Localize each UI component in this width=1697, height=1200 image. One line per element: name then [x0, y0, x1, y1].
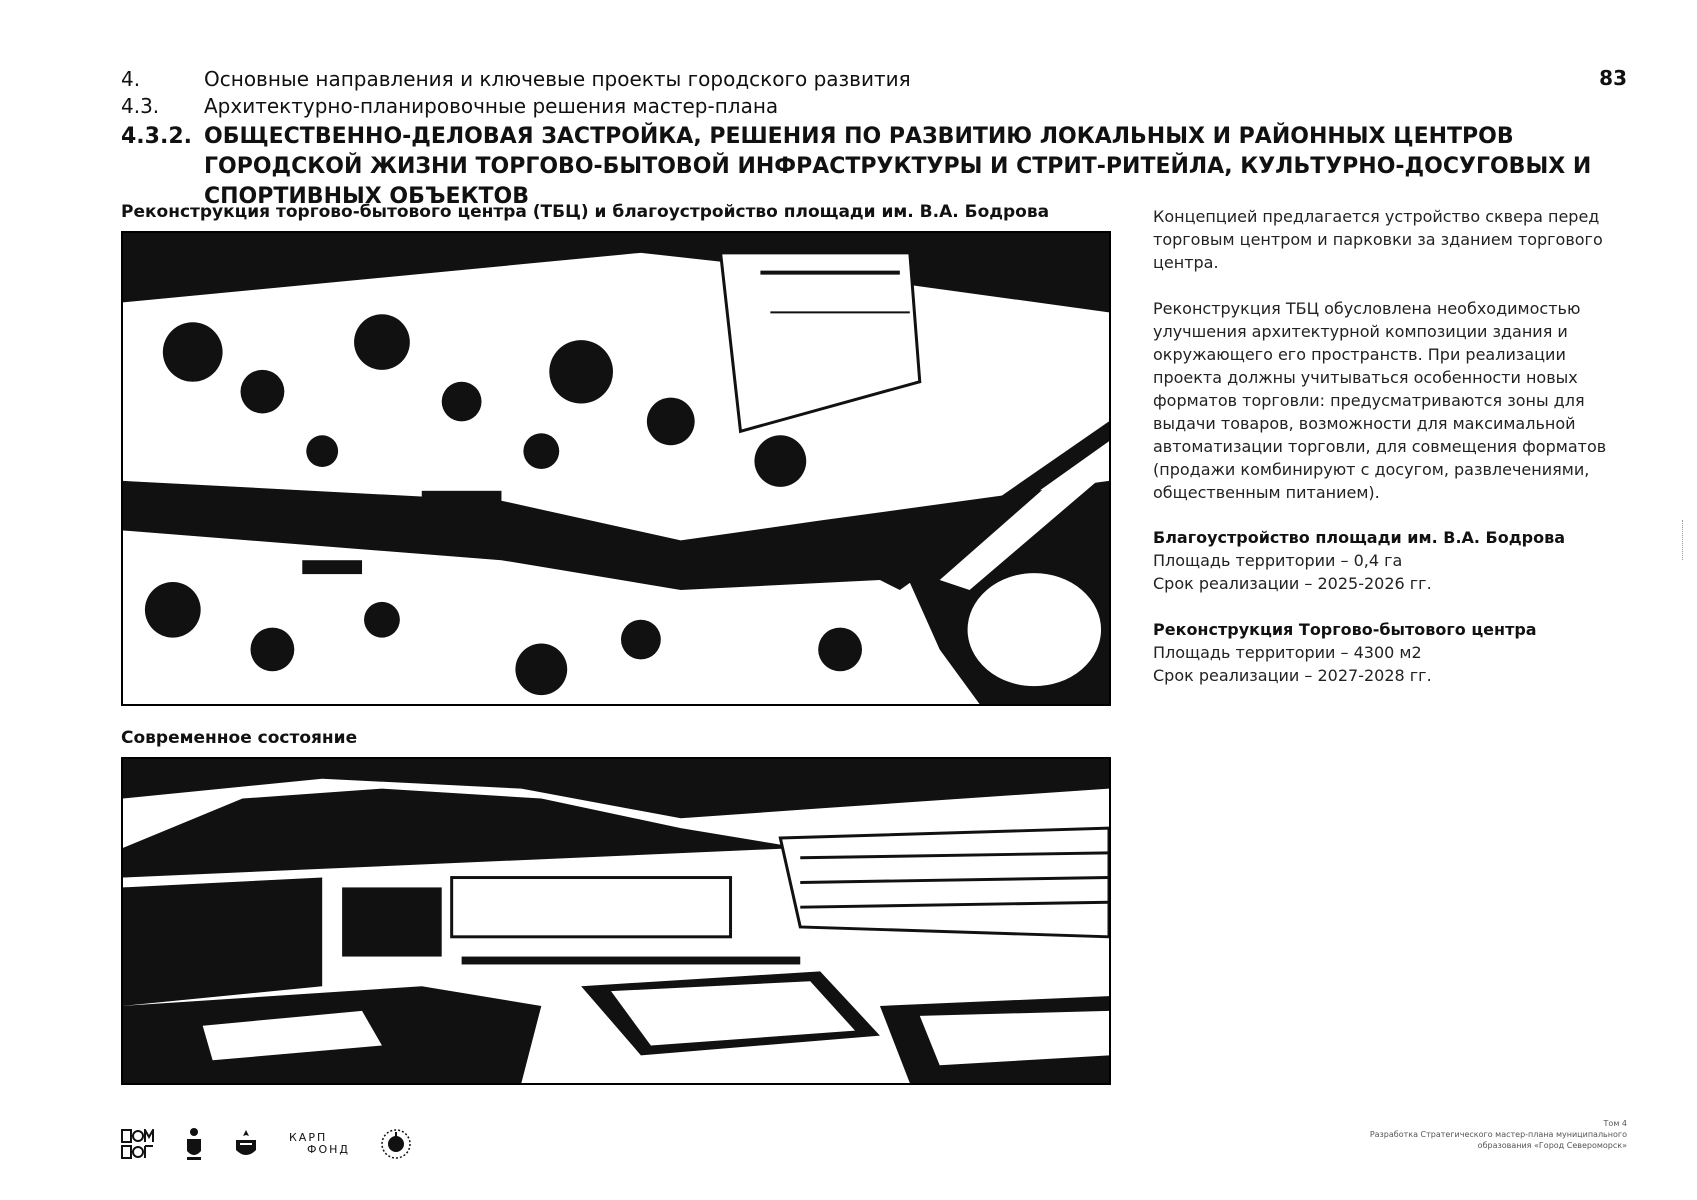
subsection-title: Архитектурно-планировочные решения мастер-плана	[204, 94, 779, 118]
header-row-topic	[121, 122, 1624, 212]
city-emblem-logo	[185, 1126, 203, 1162]
header-row-section	[121, 66, 911, 92]
edge-mark	[1682, 520, 1689, 560]
side-paragraph-2: Реконструкция ТБЦ обусловлена необходимостью улучшения архитектурной композиции здания и окружающего его пространств. При реализации проекта должны учитываться особенности новых форматов торговли: предусматриваются зоны для выдачи товаров, возможности для максимальной автоматизации торговли, для совмещения форматов (продажи комбинируют с досугом, развлечениями, общественным питанием).	[1153, 299, 1607, 502]
project-title: Благоустройство площади им. В.А. Бодрова	[1153, 528, 1566, 547]
footer-project: Разработка Стратегического мастер-плана муниципального	[1369, 1130, 1627, 1139]
seal-logo	[380, 1126, 412, 1162]
project-timeline: Срок реализации – 2027-2028 гг.	[1153, 666, 1432, 685]
dom-rf-icon	[121, 1129, 155, 1159]
project-title: Реконструкция Торгово-бытового центра	[1153, 620, 1537, 639]
project-area: Площадь территории – 4300 м2	[1153, 643, 1422, 662]
page-number: 83	[1599, 66, 1627, 90]
project-area: Площадь территории – 0,4 га	[1153, 551, 1403, 570]
partner-logos	[121, 1126, 412, 1162]
region-emblem-logo	[233, 1126, 259, 1162]
figure-caption-current-state: Современное состояние	[121, 728, 358, 748]
header-row-subsection	[121, 93, 778, 119]
coat-of-arms-icon	[185, 1127, 203, 1161]
region-emblem-icon	[233, 1128, 259, 1160]
subsection-number: 4.3.	[121, 94, 160, 118]
project-info-square	[1153, 526, 1633, 595]
footer-note	[1207, 1118, 1627, 1151]
render-aerial-image	[121, 231, 1111, 706]
topic-number: 4.3.2.	[121, 124, 192, 149]
figure-caption-render: Реконструкция торгово-бытового центра (ТБЦ) и благоустройство площади им. В.А. Бодрова	[121, 202, 1050, 222]
current-state-photo	[121, 757, 1111, 1085]
section-number: 4.	[121, 67, 141, 91]
project-info-center	[1153, 618, 1633, 687]
karp-fond-logo	[289, 1126, 350, 1162]
side-paragraph-1: Концепцией предлагается устройство сквера перед торговым центром и парковки за зданием торгового центра.	[1153, 207, 1603, 272]
render-aerial-illustration	[123, 233, 1109, 704]
footer-municipality: образования «Город Североморск»	[1477, 1141, 1627, 1150]
dom-rf-logo	[121, 1126, 155, 1162]
karp-fond-logo-top: КАРП	[289, 1131, 328, 1144]
karp-fond-logo-bottom: ФОНД	[307, 1143, 350, 1156]
seal-icon	[380, 1128, 412, 1160]
footer-volume: Том 4	[1603, 1119, 1627, 1128]
topic-title: ОБЩЕСТВЕННО-ДЕЛОВАЯ ЗАСТРОЙКА, РЕШЕНИЯ ПО РАЗВИТИЮ ЛОКАЛЬНЫХ И РАЙОННЫХ ЦЕНТРОВ ГОРОДСКОЙ ЖИЗНИ ТОРГОВО-БЫТОВОЙ ИНФРАСТРУКТУРЫ И СТРИТ-РИТЕЙЛА, КУЛЬТУРНО-ДОСУГОВЫХ И СПОРТИВНЫХ ОБЪЕКТОВ	[204, 124, 1592, 209]
project-timeline: Срок реализации – 2025-2026 гг.	[1153, 574, 1432, 593]
current-state-illustration	[123, 759, 1109, 1083]
section-title: Основные направления и ключевые проекты городского развития	[204, 67, 911, 91]
